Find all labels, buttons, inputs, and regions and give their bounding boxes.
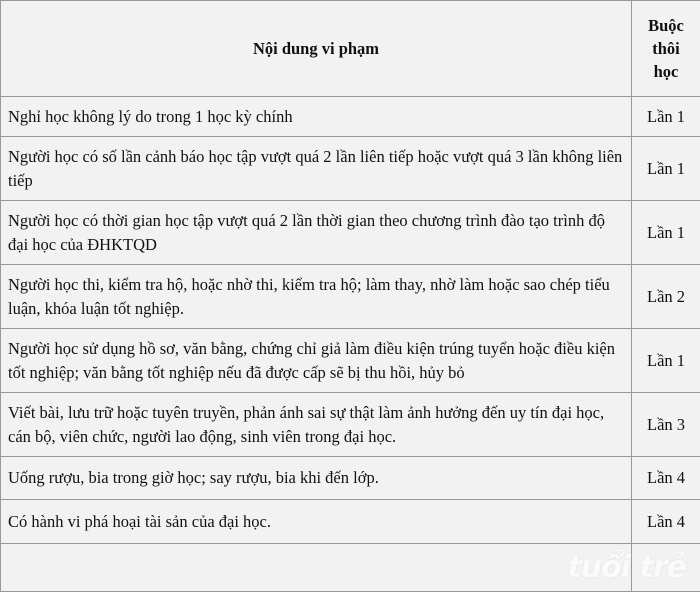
header-level-line-2: thôi [652, 39, 680, 58]
row-content: Người học có thời gian học tập vượt quá 2 lần thời gian theo chương trình đào tạo trình độ đại học của ĐHKTQD [1, 201, 632, 265]
table-row [1, 265, 700, 329]
table-row [1, 500, 700, 544]
row-content: Người học thi, kiểm tra hộ, hoặc nhờ thi, kiểm tra hộ; làm thay, nhờ làm hoặc sao chép tiểu luận, khóa luận tốt nghiệp. [1, 265, 632, 329]
table-header-row [1, 1, 700, 97]
row-level: Lần 2 [632, 265, 700, 329]
row-content: Người học có số lần cảnh báo học tập vượt quá 2 lần liên tiếp hoặc vượt quá 3 lần không liên tiếp [1, 137, 632, 201]
table-row [1, 329, 700, 393]
row-content: Có hành vi phá hoại tài sản của đại học. [1, 500, 632, 544]
row-content: Viết bài, lưu trữ hoặc tuyên truyền, phản ánh sai sự thật làm ảnh hưởng đến uy tín đại học, cán bộ, viên chức, người lao động, sinh viên trong đại học. [1, 393, 632, 457]
table-row [1, 137, 700, 201]
row-level: Lần 1 [632, 97, 700, 137]
header-content: Nội dung vi phạm [1, 1, 632, 97]
row-level: Lần 4 [632, 457, 700, 500]
row-level: Lần 1 [632, 137, 700, 201]
row-level: Lần 1 [632, 329, 700, 393]
row-level: Lần 3 [632, 393, 700, 457]
row-content: Uống rượu, bia trong giờ học; say rượu, bia khi đến lớp. [1, 457, 632, 500]
row-content: Người học sử dụng hồ sơ, văn bằng, chứng chỉ giả làm điều kiện trúng tuyển hoặc điều kiện tốt nghiệp; văn bằng tốt nghiệp nếu đã được cấp sẽ bị thu hồi, hủy bỏ [1, 329, 632, 393]
empty-cell [1, 544, 632, 592]
table-row [1, 201, 700, 265]
row-level: Lần 4 [632, 500, 700, 544]
row-content: Nghỉ học không lý do trong 1 học kỳ chính [1, 97, 632, 137]
row-level: Lần 1 [632, 201, 700, 265]
header-level-line-1: Buộc [648, 16, 684, 35]
table-row [1, 393, 700, 457]
table-row [1, 457, 700, 500]
tuoi-tre-watermark: tuổi trẻ [567, 550, 686, 585]
header-level [632, 1, 700, 97]
table-row [1, 97, 700, 137]
header-level-line-3: học [654, 62, 679, 81]
